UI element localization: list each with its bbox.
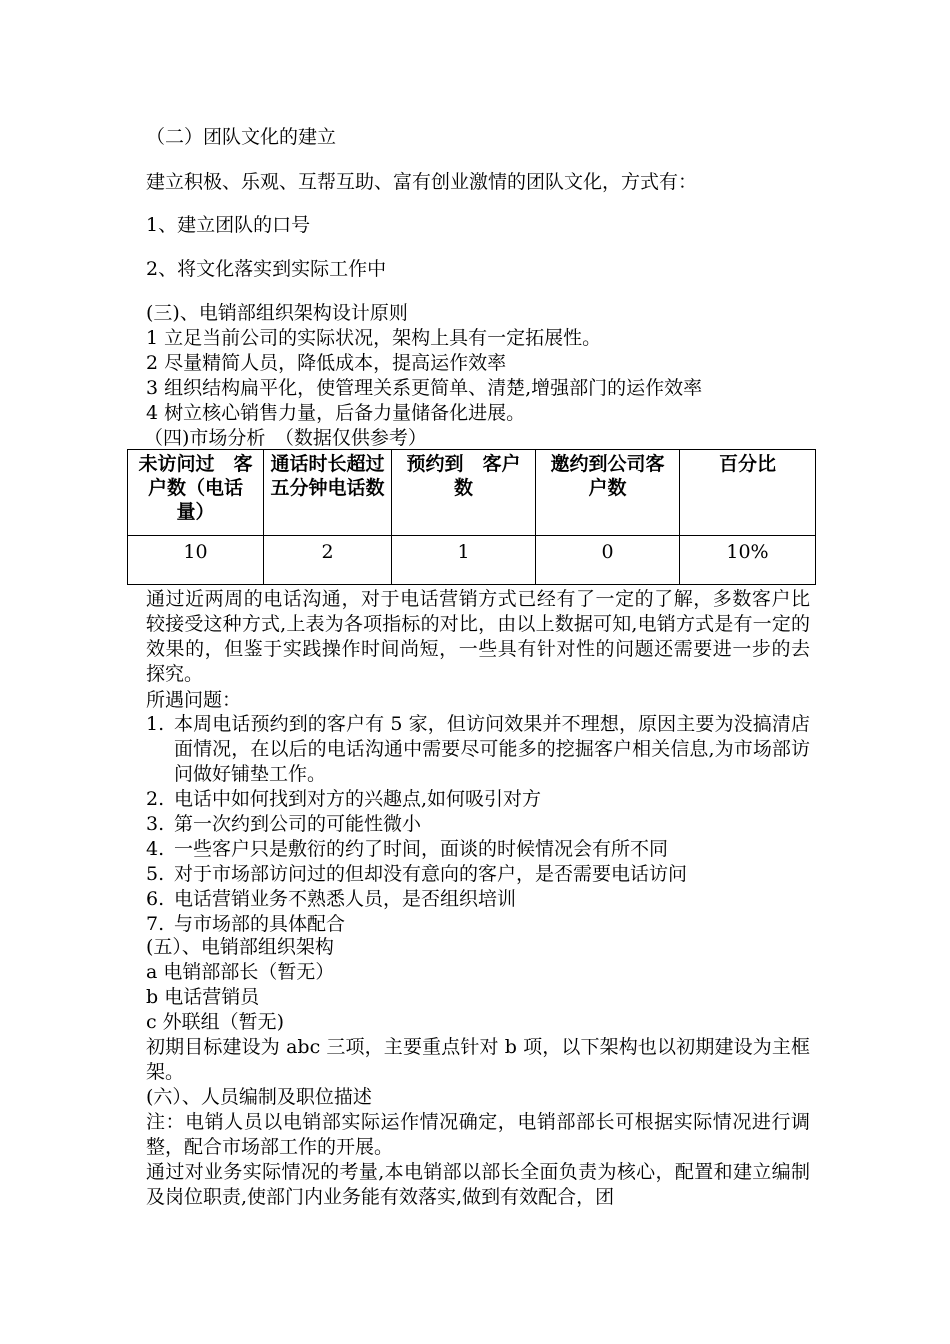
team-culture-item: 1、建立团队的口号 [146, 214, 311, 236]
heading-market-analysis: （四)市场分析 （数据仅供参考） [144, 427, 427, 449]
heading-org-principles: (三)、电销部组织架构设计原则 [146, 302, 408, 324]
list-item-text: 第一次约到公司的可能性微小 [174, 813, 422, 835]
staffing-paragraph: 通过对业务实际情况的考量,本电销部以部长全面负责为核心，配置和建立编制及岗位职责,使部门内业务能有效落实,做到有效配合，团 [146, 1161, 810, 1208]
table-header-cell: 邀约到公司客户数 [536, 450, 680, 536]
heading-staffing: (六）、人员编制及职位描述 [146, 1086, 372, 1108]
table-cell: 10% [680, 536, 816, 585]
org-item: a 电销部部长（暂无） [146, 961, 335, 983]
table-header-cell: 未访问过 客户数（电话量） [128, 450, 264, 536]
team-culture-intro: 建立积极、乐观、互帮互助、富有创业激情的团队文化，方式有： [146, 171, 698, 193]
table-cell: 10 [128, 536, 264, 585]
problems-list [146, 712, 810, 937]
staffing-note-paragraph: 注：电销人员以电销部实际运作情况确定，电销部部长可根据实际情况进行调整，配合市场部工作的开展。 [146, 1111, 810, 1158]
table-row [128, 536, 816, 585]
list-item-number: 3. [146, 813, 165, 835]
table-cell: 2 [264, 536, 392, 585]
list-item-number: 5. [146, 863, 165, 885]
list-item [146, 712, 810, 787]
table-cell: 1 [392, 536, 536, 585]
list-item-text: 一些客户只是敷衍的约了时间，面谈的时候情况会有所不同 [174, 838, 669, 860]
list-item-number: 6. [146, 888, 165, 910]
analysis-paragraph: 通过近两周的电话沟通，对于电话营销方式已经有了一定的了解，多数客户比较接受这种方式,上表为各项指标的对比，由以上数据可知,电销方式是有一定的效果的，但鉴于实践操作时间尚短，一些具有针对性的问题还需要进一步的去探究。 [146, 588, 810, 685]
list-item [146, 887, 810, 912]
team-culture-item: 2、将文化落实到实际工作中 [146, 258, 387, 280]
list-item [146, 837, 810, 862]
heading-org-structure: (五）、电销部组织架构 [146, 936, 334, 958]
heading-team-culture: （二）团队文化的建立 [146, 126, 337, 148]
market-data-table [127, 449, 816, 585]
org-note-paragraph: 初期目标建设为 abc 三项，主要重点针对 b 项，以下架构也以初期建设为主框架。 [146, 1036, 810, 1083]
list-item [146, 812, 810, 837]
list-item-number: 7. [146, 913, 165, 935]
problems-label: 所遇问题： [146, 689, 242, 711]
principle-item: 1 立足当前公司的实际状况，架构上具有一定拓展性。 [146, 327, 602, 349]
principle-item: 2 尽量精简人员，降低成本，提高运作效率 [146, 352, 507, 374]
list-item-text: 电话营销业务不熟悉人员，是否组织培训 [174, 888, 517, 910]
list-item-number: 2. [146, 788, 165, 810]
list-item-text: 对于市场部访问过的但却没有意向的客户，是否需要电话访问 [174, 863, 688, 885]
list-item-text: 本周电话预约到的客户有 5 家，但访问效果并不理想，原因主要为没搞清店面情况，在以后的电话沟通中需要尽可能多的挖掘客户相关信息,为市场部访问做好铺垫工作。 [174, 713, 810, 785]
list-item-number: 4. [146, 838, 165, 860]
list-item [146, 787, 810, 812]
org-item: b 电话营销员 [146, 986, 260, 1008]
principle-item: 4 树立核心销售力量，后备力量储备化进展。 [146, 402, 526, 424]
org-item: c 外联组（暂无) [146, 1011, 285, 1033]
list-item-text: 与市场部的具体配合 [174, 913, 346, 935]
table-header-row [128, 450, 816, 536]
list-item [146, 912, 810, 937]
table-header-cell: 百分比 [680, 450, 816, 536]
list-item-text: 电话中如何找到对方的兴趣点,如何吸引对方 [174, 788, 542, 810]
list-item [146, 862, 810, 887]
list-item-number: 1. [146, 713, 165, 735]
principle-item: 3 组织结构扁平化，使管理关系更简单、清楚,增强部门的运作效率 [146, 377, 703, 399]
table-header-cell: 通话时长超过五分钟电话数 [264, 450, 392, 536]
table-cell: 0 [536, 536, 680, 585]
table-header-cell: 预约到 客户数 [392, 450, 536, 536]
